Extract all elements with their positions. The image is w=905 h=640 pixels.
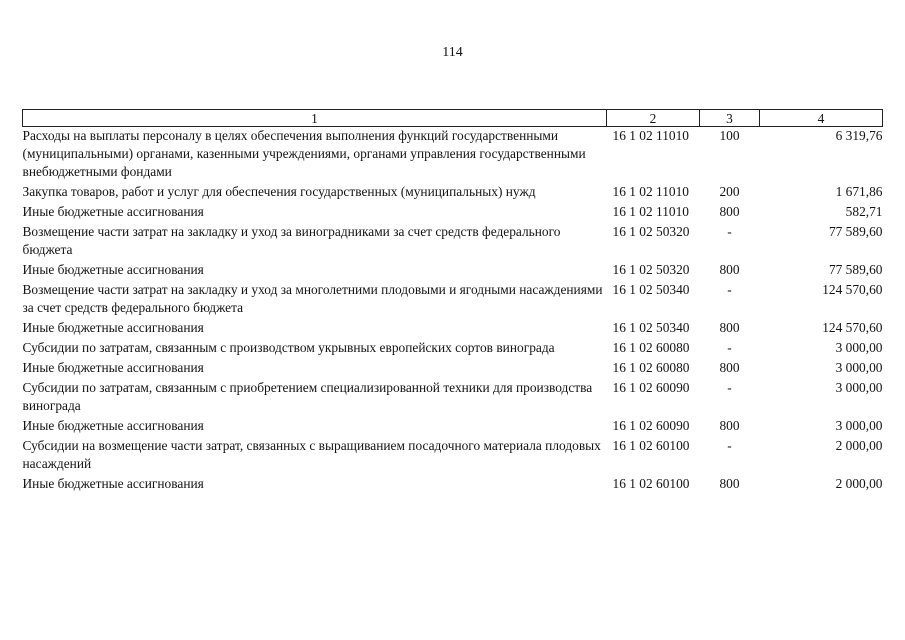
row-code: 16 1 02 11010 [612, 204, 689, 219]
table-row [23, 359, 883, 379]
row-type: - [727, 224, 732, 239]
row-name: Субсидии на возмещение части затрат, связанных с выращиванием посадочного материала плодовых насаждений [22, 438, 601, 471]
row-sum: 2 000,00 [835, 438, 883, 453]
table-row [23, 261, 883, 281]
column-header-code: 2 [607, 110, 700, 127]
row-sum: 124 570,60 [822, 320, 883, 335]
row-sum: 6 319,76 [835, 128, 883, 143]
column-header-name: 1 [23, 110, 607, 127]
row-sum: 582,71 [845, 204, 883, 219]
table-row [23, 223, 883, 261]
row-name: Возмещение части затрат на закладку и уход за многолетними плодовыми и ягодными насаждениями за счет средств федерального бюджета [22, 282, 603, 315]
column-header-type: 3 [700, 110, 760, 127]
table-body [23, 127, 883, 496]
row-sum: 3 000,00 [835, 380, 883, 395]
row-sum: 3 000,00 [835, 418, 883, 433]
row-name: Иные бюджетные ассигнования [22, 418, 204, 433]
table-row [23, 475, 883, 495]
row-type: 800 [719, 262, 740, 277]
table-header [23, 110, 883, 127]
row-code: 16 1 02 60100 [612, 476, 690, 491]
row-type: - [727, 282, 732, 297]
row-name: Иные бюджетные ассигнования [22, 320, 204, 335]
row-type: - [727, 438, 732, 453]
budget-table [22, 109, 883, 495]
row-name: Иные бюджетные ассигнования [22, 476, 204, 491]
table-row [23, 127, 883, 184]
row-name: Иные бюджетные ассигнования [22, 262, 204, 277]
row-type: 200 [719, 184, 740, 199]
row-sum: 3 000,00 [835, 340, 883, 355]
column-header-sum: 4 [760, 110, 883, 127]
row-code: 16 1 02 11010 [612, 184, 689, 199]
row-code: 16 1 02 60080 [612, 360, 690, 375]
table-row [23, 379, 883, 417]
row-code: 16 1 02 11010 [612, 128, 689, 143]
row-type: 800 [719, 360, 740, 375]
row-code: 16 1 02 60090 [612, 418, 690, 433]
row-sum: 77 589,60 [828, 262, 883, 277]
row-name: Возмещение части затрат на закладку и уход за виноградниками за счет средств федерального бюджета [22, 224, 561, 257]
row-name: Закупка товаров, работ и услуг для обеспечения государственных (муниципальных) нужд [22, 184, 536, 199]
page-number: 114 [442, 45, 463, 60]
row-name: Иные бюджетные ассигнования [22, 204, 204, 219]
row-sum: 2 000,00 [835, 476, 883, 491]
row-name: Субсидии по затратам, связанным с производством укрывных европейских сортов винограда [22, 340, 555, 355]
row-name: Субсидии по затратам, связанным с приобретением специализированной техники для производства винограда [22, 380, 593, 413]
row-code: 16 1 02 50320 [612, 224, 690, 239]
row-code: 16 1 02 60090 [612, 380, 690, 395]
row-type: - [727, 340, 732, 355]
row-name: Иные бюджетные ассигнования [22, 360, 204, 375]
row-type: - [727, 380, 732, 395]
row-sum: 124 570,60 [822, 282, 883, 297]
row-type: 100 [719, 128, 740, 143]
row-code: 16 1 02 50340 [612, 320, 690, 335]
row-sum: 3 000,00 [835, 360, 883, 375]
row-type: 800 [719, 204, 740, 219]
table-row [23, 417, 883, 437]
row-name: Расходы на выплаты персоналу в целях обеспечения выполнения функций государственными (муниципальными) органами, казенными учреждениями, органами управления государственными внебюджетными фондами [22, 128, 586, 179]
row-type: 800 [719, 476, 740, 491]
row-code: 16 1 02 50340 [612, 282, 690, 297]
row-type: 800 [719, 320, 740, 335]
table-row [23, 339, 883, 359]
row-type: 800 [719, 418, 740, 433]
row-code: 16 1 02 50320 [612, 262, 690, 277]
table-row [23, 437, 883, 475]
table-row [23, 319, 883, 339]
row-sum: 1 671,86 [835, 184, 883, 199]
row-code: 16 1 02 60080 [612, 340, 690, 355]
header-row [23, 110, 883, 127]
table-row [23, 281, 883, 319]
table-row [23, 203, 883, 223]
table-row [23, 183, 883, 203]
row-code: 16 1 02 60100 [612, 438, 690, 453]
row-sum: 77 589,60 [828, 224, 883, 239]
